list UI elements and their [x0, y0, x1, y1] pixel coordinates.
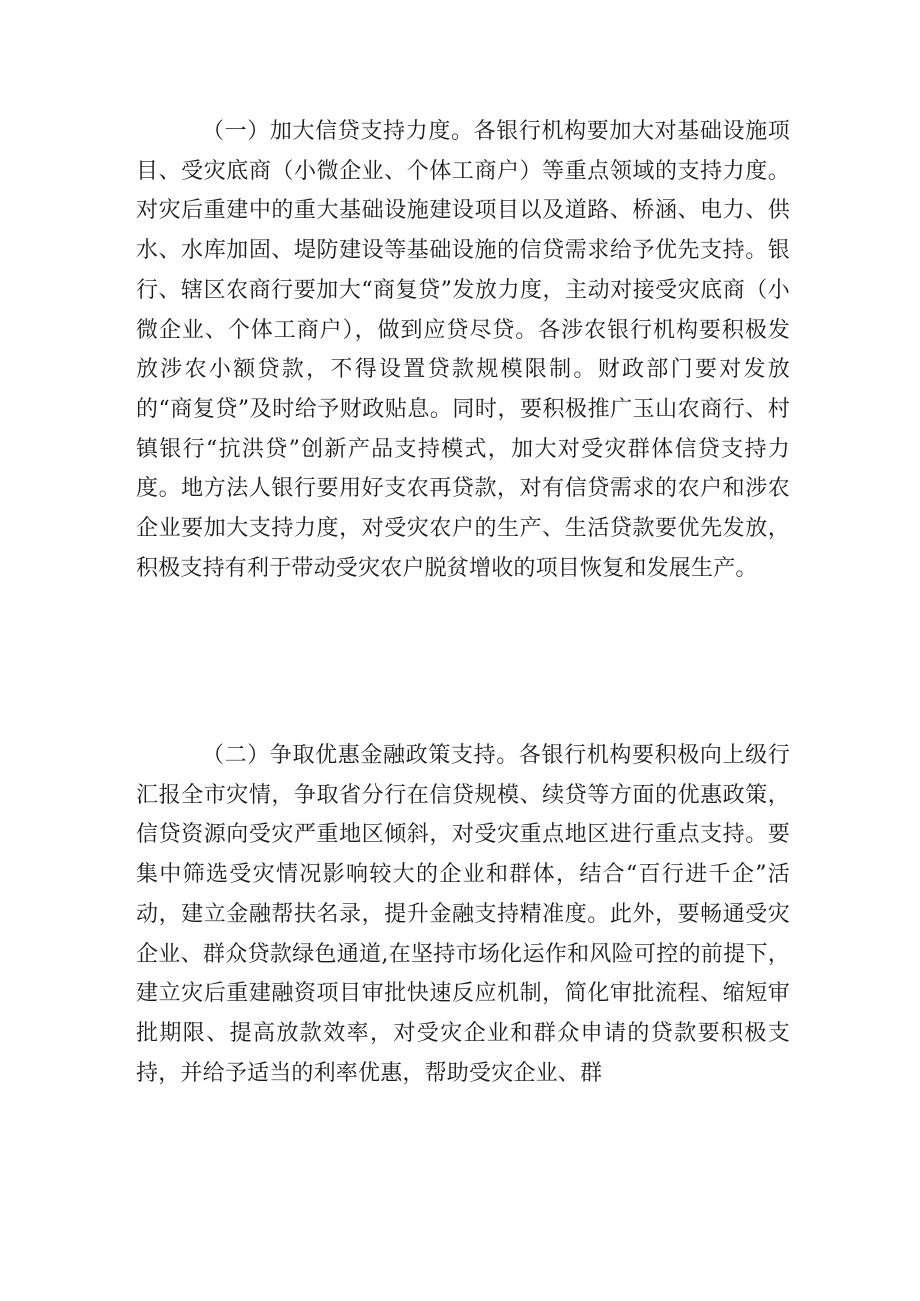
paragraph-credit-support: （一）加大信贷支持力度。各银行机构要加大对基础设施项目、受灾底商（小微企业、个体工商户）等重点领域的支持力度。对灾后重建中的重大基础设施建设项目以及道路、桥涵、电力、供水、水库加固、堤防建设等基础设施的信贷需求给予优先支持。银行、辖区农商行要加大“商复贷”发放力度，主动对接受灾底商（小微企业、个体工商户），做到应贷尽贷。各涉农银行机构要积极发放涉农小额贷款，不得设置贷款规模限制。财政部门要对发放的“商复贷”及时给予财政贴息。同时，要积极推广玉山农商行、村镇银行“抗洪贷”创新产品支持模式，加大对受灾群体信贷支持力度。地方法人银行要用好支农再贷款，对有信贷需求的农户和涉农企业要加大支持力度，对受灾农户的生产、生活贷款要优先发放，积极支持有利于带动受灾农户脱贫增收的项目恢复和发展生产。	[136, 119, 790, 581]
paragraph-preferential-policy: （二）争取优惠金融政策支持。各银行机构要积极向上级行汇报全市灾情，争取省分行在信贷规模、续贷等方面的优惠政策，信贷资源向受灾严重地区倾斜，对受灾重点地区进行重点支持。要集中筛选受灾情况影响较大的企业和群体，结合“百行进千企”活动，建立金融帮扶名录，提升金融支持精准度。此外，要畅通受灾企业、群众贷款绿色通道,在坚持市场化运作和风险可控的前提下，建立灾后重建融资项目审批快速反应机制，简化审批流程、缩短审批期限、提高放款效率，对受灾企业和群众申请的贷款要积极支持，并给予适当的利率优惠，帮助受灾企业、群	[136, 743, 790, 1086]
